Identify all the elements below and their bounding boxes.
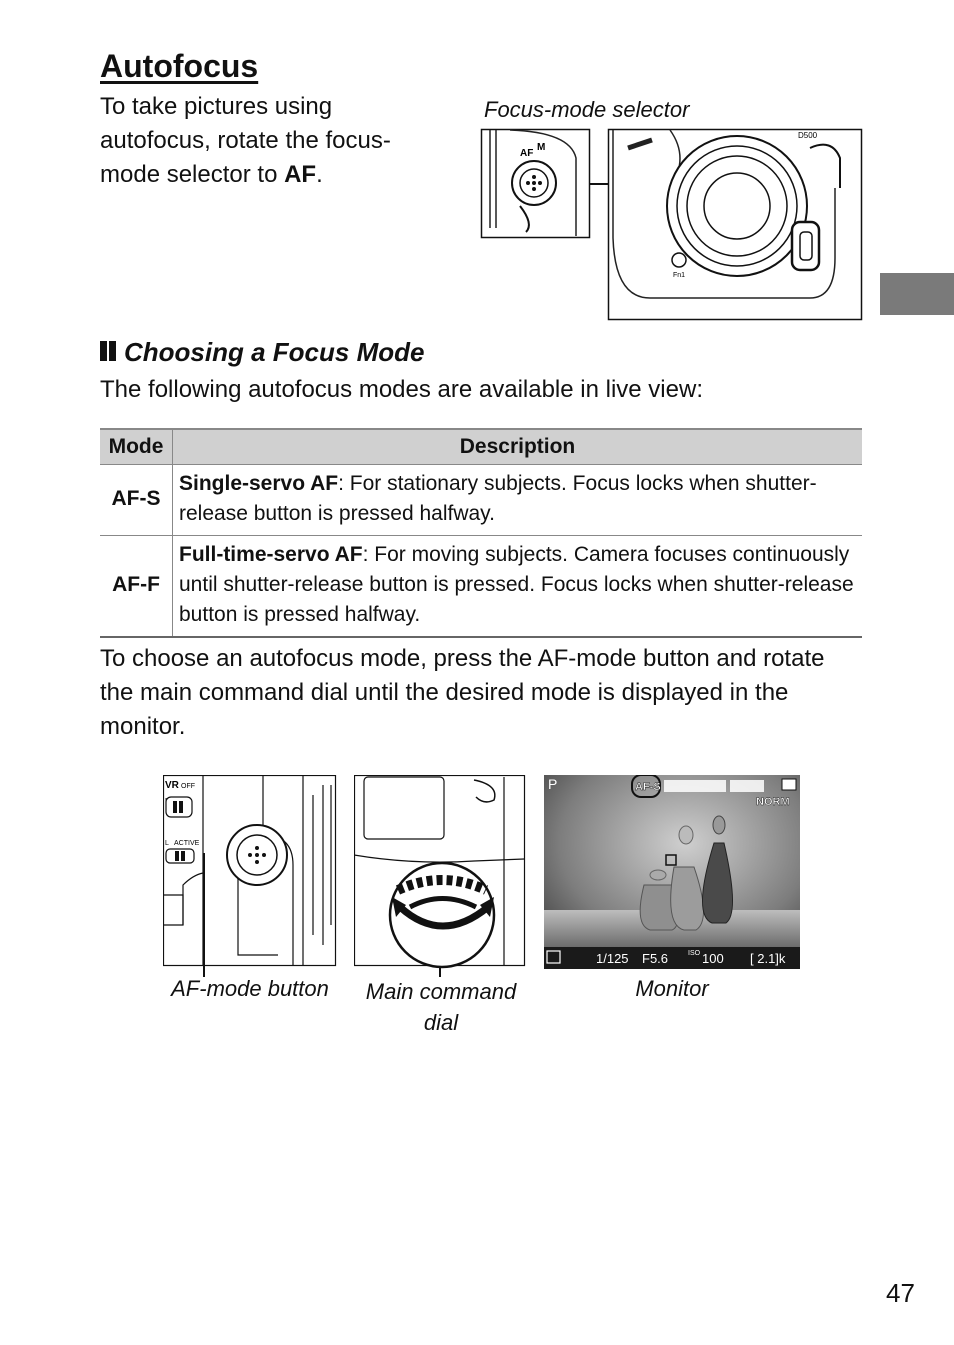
m-label: M bbox=[537, 142, 546, 153]
mode-description: : For moving subjects. Camera focuses continuously until shutter-release button is pressed. Focus locks when shutter-release button is pressed halfway. bbox=[179, 543, 854, 626]
mode-cell: AF-F bbox=[100, 536, 173, 638]
main-command-dial-illustration bbox=[354, 775, 528, 977]
status-icons bbox=[664, 780, 726, 792]
main-command-dial-caption bbox=[344, 976, 538, 1038]
intro-end: . bbox=[316, 161, 323, 188]
monitor-illustration bbox=[544, 775, 800, 969]
intro-paragraph bbox=[100, 90, 445, 192]
monitor-caption: Monitor bbox=[635, 976, 709, 1001]
instructions-paragraph: To choose an autofocus mode, press the AF-mode button and rotate the main command dial until the desired mode is displayed in the monitor. bbox=[100, 645, 825, 740]
mode-term: Single-servo AF bbox=[179, 472, 339, 495]
table-row bbox=[100, 536, 862, 638]
header-description: Description bbox=[173, 429, 863, 465]
focus-mode-selector-illustration bbox=[480, 128, 864, 322]
fn1-button bbox=[672, 253, 686, 267]
shutter-speed: 1/125 bbox=[596, 951, 629, 966]
section-title: Autofocus bbox=[100, 48, 259, 84]
af-mode-button-caption: AF-mode button bbox=[171, 976, 329, 1001]
vr-label: VR bbox=[165, 780, 179, 791]
intro-af: AF bbox=[284, 161, 317, 188]
image-quality: NORM bbox=[756, 796, 790, 808]
iso-value: 100 bbox=[702, 951, 724, 966]
mode-cell: AF-S bbox=[100, 465, 173, 536]
exposure-mode: P bbox=[548, 776, 558, 792]
frames-remaining: [ 2.1]k bbox=[750, 951, 786, 966]
af-label: AF bbox=[520, 148, 534, 159]
active-label: ACTIVE bbox=[174, 840, 200, 847]
l-label: L bbox=[165, 840, 169, 847]
dial-caption-line2: dial bbox=[423, 1010, 459, 1035]
lens-mount-core bbox=[704, 173, 770, 239]
description-cell bbox=[173, 465, 863, 536]
iso-label: ISO bbox=[688, 950, 701, 957]
table-row bbox=[100, 465, 862, 536]
heading-marker bbox=[100, 337, 118, 368]
model-label: D500 bbox=[798, 131, 818, 140]
dial-caption-line1: Main command bbox=[365, 979, 517, 1004]
focus-mode-selector-caption: Focus-mode selector bbox=[484, 97, 690, 122]
subsection-heading bbox=[100, 337, 424, 368]
table-header-row bbox=[100, 429, 862, 465]
focus-mode-table bbox=[100, 428, 862, 638]
rear-lcd bbox=[364, 777, 444, 839]
header-mode: Mode bbox=[100, 429, 173, 465]
mode-description: : For stationary subjects. Focus locks when shutter-release button is pressed halfway. bbox=[179, 472, 817, 525]
description-cell bbox=[173, 536, 863, 638]
mode-term: Full-time-servo AF bbox=[179, 543, 363, 566]
af-mode-indicator: AF-S bbox=[635, 781, 661, 793]
lead-text: The following autofocus modes are available in live view: bbox=[100, 376, 703, 403]
off-label: OFF bbox=[181, 783, 195, 790]
page-number: 47 bbox=[886, 1278, 915, 1308]
aperture: F5.6 bbox=[642, 951, 669, 966]
intro-text: To take pictures using autofocus, rotate the focus-mode selector to bbox=[100, 93, 391, 188]
af-mode-button-illustration bbox=[163, 775, 337, 977]
fn1-label: Fn1 bbox=[673, 272, 686, 279]
subsection-title: Choosing a Focus Mode bbox=[124, 337, 425, 367]
chapter-tab bbox=[880, 273, 954, 315]
